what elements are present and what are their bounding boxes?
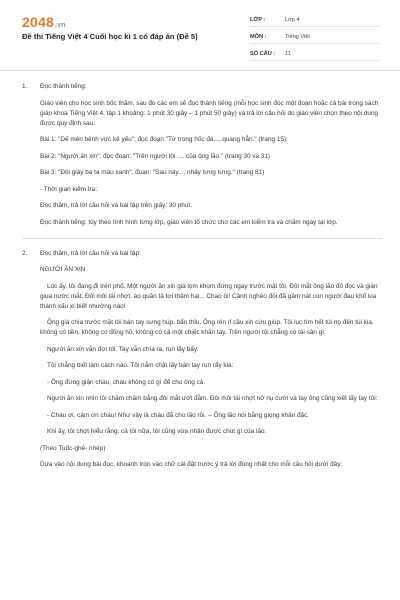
document-title: Đề thi Tiếng Việt 4 Cuối học kì 1 có đáp án (Đề 5) — [22, 32, 198, 41]
story-paragraph: Lúc ấy, tôi đang đi trên phố. Một người ăn xin già lọm khọm đứng ngay trước mặt tôi. Đôi mắt ông lão đỏ đọc và giàn giụa nước mắt. Đôi môi tái nhợt, áo quần tả tơi thảm hại... Chao ôi! Cảnh nghèo đói đã gặm nát con người đau khổ kia thành xấu xí biết nhường nào! — [40, 282, 378, 310]
story-paragraph: Khi ấy, tôi chợt hiểu rằng: cả tôi nữa, tôi cũng vừa nhận được chút gì của lão. — [47, 428, 267, 435]
question-title: Đọc thầm, trả lời câu hỏi và bài tập: — [40, 249, 141, 257]
meta-row-subject — [250, 30, 380, 44]
document-header — [0, 0, 400, 70]
time-silent-reading: Đọc thầm, trả lời câu hỏi và bài tập trên giấy: 30 phút. — [40, 202, 192, 209]
story-paragraph: - Cháu ơi, cảm ơn cháu! Như vậy là cháu đã cho lão rồi. – Ông lão nói bằng giọng khản đặc. — [47, 411, 310, 419]
question-1 — [22, 82, 382, 228]
logo-main: 2048 — [22, 14, 54, 30]
meta-value: 11 — [285, 50, 291, 57]
question-divider — [22, 238, 382, 239]
meta-label: LỚP : — [250, 16, 266, 23]
site-logo[interactable] — [22, 14, 66, 30]
time-heading: - Thời gian kiểm tra: — [40, 185, 97, 193]
header-divider — [0, 70, 400, 71]
meta-row-class — [250, 13, 380, 27]
story-title: NGƯỜI ĂN XIN — [40, 266, 86, 273]
meta-label: SỐ CÂU : — [250, 50, 276, 57]
question-intro: Giáo viên cho học sinh bốc thăm, sau đó các em sẽ đọc thành tiếng (mỗi học sinh đọc một đoạn hoặc cả bài trong sách giáo khoa Tiếng Việt 4, tập 1 khoảng: 1 phút 30 giây – 1 phút 50 giây) và trả lời câu hỏi do giáo viên chọn theo nội dung được quy định sau: — [40, 99, 379, 127]
meta-row-count — [250, 47, 380, 61]
lesson-item: Bài 1: "Dế mèn bênh vực kẻ yếu"; đọc đoạn "Từ trong hốc đá,....quang hẳn." (trang 15). — [40, 136, 288, 143]
story-paragraph: Ông già chìa trước mặt tôi bàn tay sưng húp, bẩn thỉu. Ông rên rỉ cầu xin cứu giúp. Tôi lục tìm hết túi nọ đến túi kia, không có tiền, không có đồng hồ, không có cả một chiếc khăn tay. Trên người tôi chẳng có tài sản gì. — [40, 319, 374, 336]
meta-value: Lớp 4 — [285, 16, 300, 23]
logo-suffix: .vn — [54, 22, 66, 29]
story-paragraph: - Ông đừng giận cháu, cháu không có gì để cho ông cả. — [47, 378, 206, 386]
time-aloud-reading: Đọc thành tiếng: tùy theo tình hình từng lớp, giáo viên tổ chức cho các em kiểm tra và chấm ngay tại lớp. — [40, 218, 338, 226]
lesson-item: Bài 2: "Người ăn xin"; đọc đoạn: "Trên người tôi .... của ông lão." (trang 30 và 31) — [40, 152, 271, 160]
meta-label: MÔN : — [250, 33, 267, 40]
question-title: Đọc thành tiếng: — [40, 83, 87, 90]
question-2 — [22, 249, 382, 471]
story-paragraph: Người ăn xin nhìn tôi chăm chăm bằng đôi mắt ướt đẫm. Đôi môi tái nhợt nở nụ cười và tay ông cũng xiết lấy tay tôi: — [47, 395, 378, 402]
story-paragraph: Người ăn xin vẫn đợi tôi. Tay vẫn chìa ra, run lẩy bẩy. — [47, 345, 199, 353]
meta-value: Tiếng Việt — [285, 33, 310, 40]
story-author: (Theo Tuốc-ghê- nhép) — [40, 444, 106, 452]
document-content — [22, 82, 382, 477]
question-number: 2. — [22, 249, 28, 257]
question-number: 1. — [22, 83, 28, 90]
story-paragraph: Tôi chẳng biết làm cách nào. Tôi nắm chặt lấy bàn tay run rẩy kia: — [47, 362, 234, 369]
question-instruction: Dựa vào nội dung bài đọc, khoanh tròn vào chữ cái đặt trước ý trả lời đúng nhất cho mỗi câu hỏi dưới đây: — [40, 461, 343, 468]
lesson-item: Bài 3: "Đôi giày ba ta màu xanh"; đoạn: "Sau này..., nhảy tưng tưng." (trang 81) — [40, 169, 265, 176]
meta-table — [250, 13, 380, 64]
